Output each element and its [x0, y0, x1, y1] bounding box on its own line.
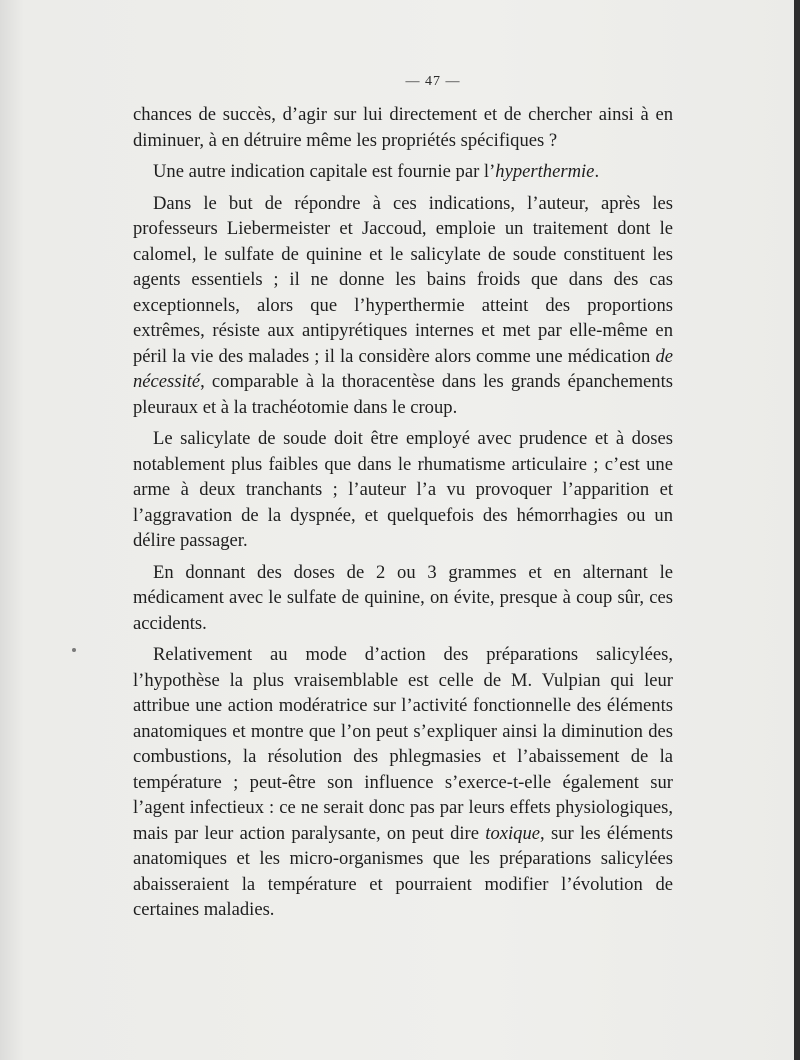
paragraph-text: Dans le but de répondre à ces indications, l’auteur, après les professeurs Liebermeister et Jaccoud, emploie un traitement dont le calomel, le sulfate de quinine et le salicylate de soude constituent les agents essentiels ; il ne donne les bains froids que dans des cas exceptionnels, alors que l’hyperthermie atteint des proportions extrêmes, résiste aux antipyrétiques internes et met par elle-même en péril la vie des malades ; il la considère alors comme une médication [133, 192, 673, 367]
ink-speck [72, 648, 76, 652]
paragraph-text: . [594, 161, 600, 182]
italic-term: de nécessité [133, 345, 673, 392]
paragraph-hyperthermie [133, 159, 673, 185]
paragraph-text: , sur les éléments anatomiques et les micro-organismes que les préparations salicylées abaisseraient la température et pourraient modifier l’évolution de certaines maladies. [133, 822, 673, 920]
italic-term: hyperthermie [495, 161, 595, 182]
italic-term: toxique [485, 822, 541, 844]
paragraph-mode-action [133, 642, 673, 923]
page-content [133, 74, 673, 929]
paragraph-text: , comparable à la thoracentèse dans les grands épanchements pleuraux et à la trachéotomie dans le croup. [133, 371, 673, 418]
paragraph-salicylate: Le salicylate de soude doit être employé avec prudence et à doses notablement plus faibles que dans le rhumatisme articulaire ; c’est une arme à deux tranchants ; l’auteur l’a vu provoquer l’apparition et l’aggravation de la dyspnée, et quelquefois des hémorrhagies ou un délire passager. [133, 428, 673, 551]
paragraph-traitement [133, 191, 673, 421]
scan-edge-shadow [794, 0, 800, 1060]
paragraph-doses: En donnant des doses de 2 ou 3 grammes et en alternant le médicament avec le sulfate de quinine, on évite, presque à coup sûr, ces accidents. [133, 561, 673, 634]
paragraph-text: Relativement au mode d’action des préparations salicylées, l’hypothèse la plus vraisemblable est celle de M. Vulpian qui leur attribue une action modératrice sur l’activité fonctionnelle des éléments anatomiques et montre que l’on peut s’expliquer ainsi la diminution des combustions, la résolution des phlegmasies et l’abaissement de la température ; peut-être son influence s’exerce-t-elle également sur l’agent infectieux : ce ne serait donc pas par leurs effets physiologiques, mais par leur action paralysante, on peut dire [133, 644, 673, 844]
paragraph-text: Une autre indication capitale est fournie par l’ [153, 161, 496, 182]
paragraph-continuation: chances de succès, d’agir sur lui directement et de chercher ainsi à en diminuer, à en détruire même les propriétés spécifiques ? [133, 104, 673, 151]
page-number: — 47 — [405, 74, 461, 89]
